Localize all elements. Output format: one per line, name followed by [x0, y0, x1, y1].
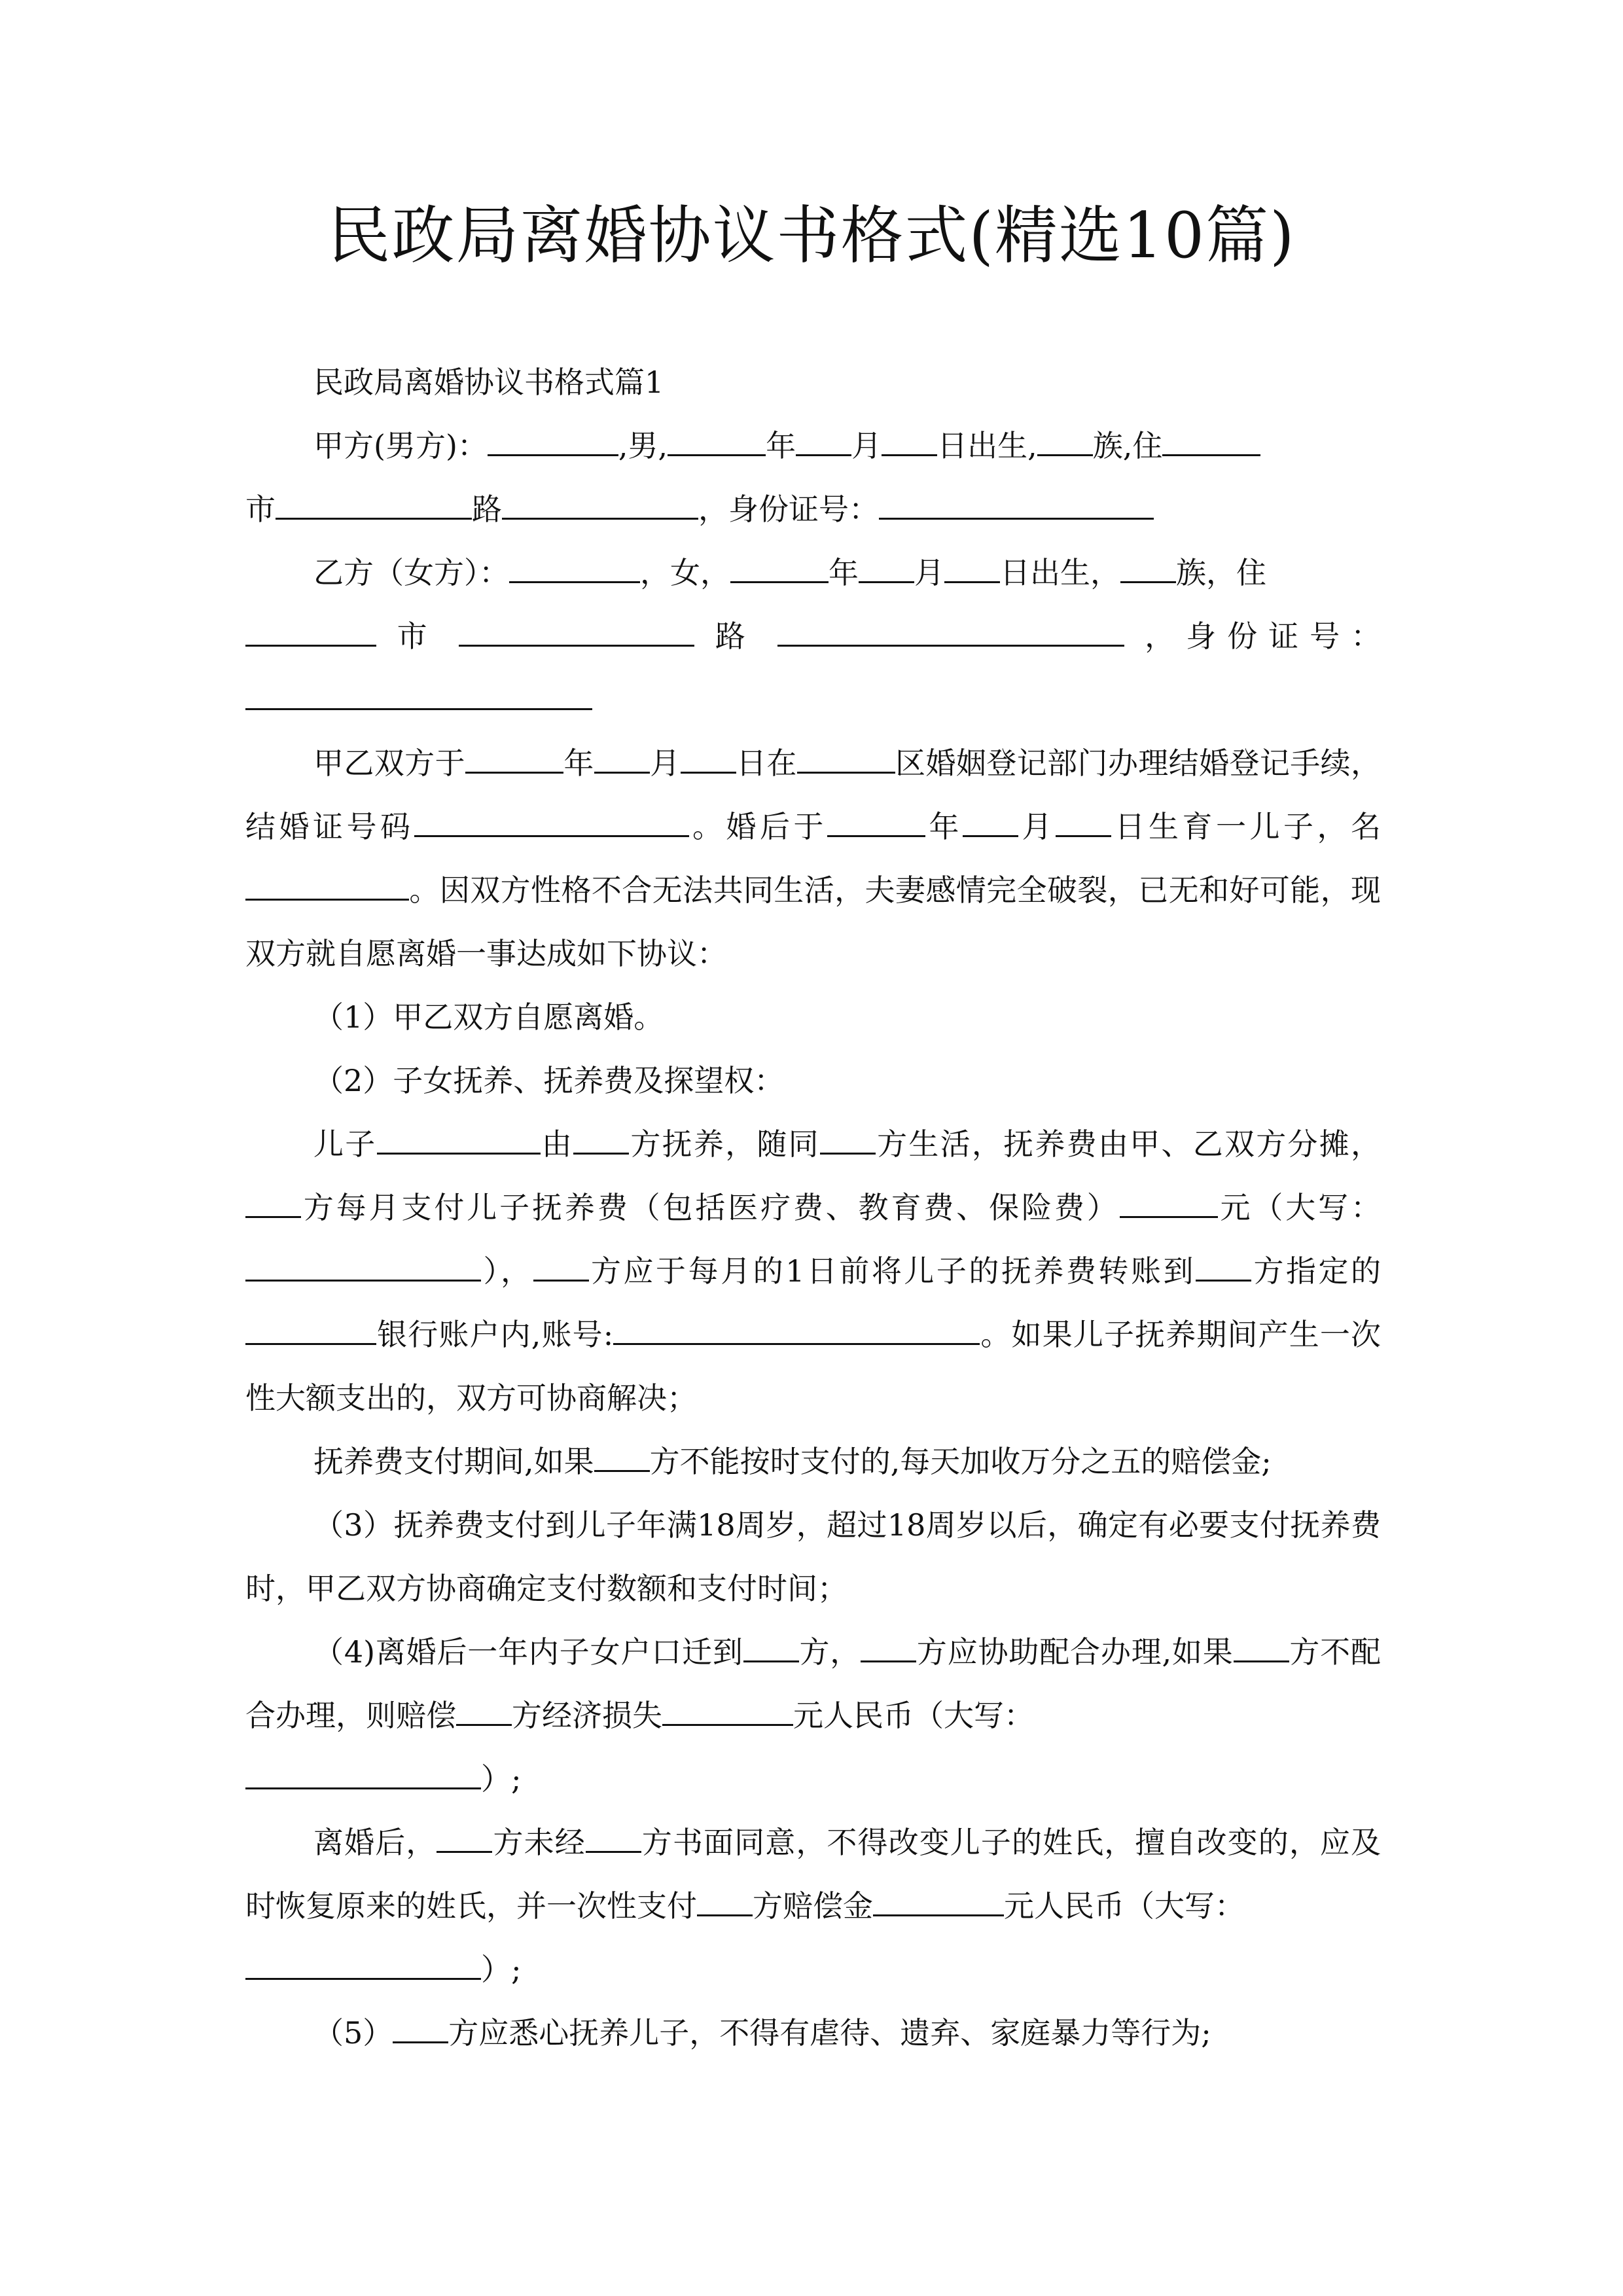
section-heading: 民政局离婚协议书格式篇1 [313, 365, 664, 400]
late-payment-paragraph [245, 1430, 1381, 1494]
party-b-road-blank[interactable] [777, 615, 1124, 647]
party-a-city-blank[interactable] [276, 488, 472, 520]
clause-4-text: 方不配合办理，则赔偿 [245, 1634, 1381, 1733]
clause-2: （2）子女抚养、抚养费及探望权： [313, 1063, 785, 1098]
late-payment-text: 抚养费支付期间,如果 [313, 1444, 594, 1479]
surname-text: 方未经 [492, 1825, 586, 1860]
party-b-month-blank[interactable] [859, 551, 914, 583]
custody-text: 方指定的 [1251, 1253, 1382, 1289]
clause-4-text: 方应协助配合办理,如果 [916, 1634, 1234, 1670]
party-a-id-label: ，身份证号： [698, 492, 879, 527]
noncoop-party-blank[interactable] [1234, 1630, 1289, 1662]
party-a-address-blank[interactable] [1162, 424, 1260, 456]
receiver-blank[interactable] [1196, 1249, 1251, 1282]
party-b-gender: ，女， [640, 555, 730, 590]
party-a-year-label: 年 [766, 428, 796, 463]
document-title: 民政局离婚协议书格式(精选10篇) [327, 199, 1296, 272]
marriage-text: 月 [649, 745, 681, 781]
party-b-city-label: 市 [397, 619, 438, 654]
late-party-blank[interactable] [594, 1440, 650, 1472]
late-payment-text: 方不能按时支付的,每天加收万分之五的赔偿金; [649, 1444, 1272, 1479]
party-a-road-label: 路 [472, 492, 502, 527]
party-a-name-blank[interactable] [488, 424, 618, 456]
custody-text: ）， [481, 1253, 533, 1289]
custody-text: 元（大写： [1217, 1190, 1382, 1225]
party-b-id-blank[interactable] [245, 678, 592, 710]
clause-4-text: ）; [481, 1761, 522, 1797]
compensation-amount-blank[interactable] [873, 1884, 1004, 1916]
consent-party-blank[interactable] [586, 1821, 641, 1853]
transfer-party-blank[interactable] [533, 1249, 589, 1282]
marriage-text: 。因双方性格不合无法共同生活，夫妻感情完全破裂，已无和好可能，现双方就自愿离婚一事达成如下协议： [245, 872, 1381, 971]
compensated-party-blank[interactable] [456, 1694, 512, 1726]
surname-paragraph [245, 1811, 1381, 2001]
marriage-paragraph [245, 732, 1381, 986]
clause-4-text: 元人民币（大写： [793, 1698, 1034, 1733]
party-a-day-blank[interactable] [882, 424, 937, 456]
party-b-year-label: 年 [829, 555, 859, 590]
clause-3: （3）抚养费支付到儿子年满18周岁，超过18周岁以后，确定有必要支付抚养费时，甲乙双方协商确定支付数额和支付时间； [245, 1507, 1381, 1606]
hukou-party-blank[interactable] [743, 1630, 799, 1662]
party-b-city-blank[interactable] [459, 615, 694, 647]
loss-words-blank[interactable] [245, 1757, 481, 1789]
custody-paragraph [245, 1113, 1381, 1430]
bank-blank[interactable] [245, 1313, 376, 1345]
marriage-text: 日在 [736, 745, 797, 781]
clause-4-text: 方， [798, 1634, 861, 1670]
living-with-blank[interactable] [820, 1122, 876, 1155]
party-a-label: 甲方(男方)： [313, 428, 488, 463]
party-a-ethnic-label: 族,住 [1092, 428, 1163, 463]
birth-day-blank[interactable] [1056, 805, 1111, 837]
clause-4 [245, 1621, 1381, 1811]
custody-text: 由 [540, 1126, 574, 1162]
birth-month-blank[interactable] [963, 805, 1018, 837]
party-b-address-blank[interactable] [245, 615, 376, 647]
amount-blank[interactable] [1120, 1186, 1218, 1218]
surname-text: ）; [481, 1952, 522, 1987]
party-a-month-label: 月 [851, 428, 882, 463]
custodian-blank[interactable] [573, 1122, 629, 1155]
marriage-text: 。婚后于 [688, 809, 827, 844]
party-b-ethnic-blank[interactable] [1120, 551, 1176, 583]
party-b-month-label: 月 [914, 555, 944, 590]
payer-blank[interactable] [245, 1186, 301, 1218]
compensation-words-blank[interactable] [245, 1948, 481, 1980]
party-b-name-blank[interactable] [509, 551, 640, 583]
document-body [245, 351, 1381, 2065]
party-a-road-blank[interactable] [502, 488, 698, 520]
party-a-month-blank[interactable] [796, 424, 851, 456]
marriage-text: 日生育一儿子，名 [1111, 809, 1381, 844]
custody-text: 方应于每月的1日前将儿子的抚养费转账到 [588, 1253, 1196, 1289]
compensation-party-blank[interactable] [697, 1884, 753, 1916]
party-b-address-line [245, 605, 1381, 668]
custody-text: 方生活，抚养费由甲、乙双方分摊， [875, 1126, 1382, 1162]
custody-text: 方抚养，随同 [629, 1126, 820, 1162]
party-b-id-label: ，身份证号： [1145, 619, 1382, 654]
son-name-blank[interactable] [245, 869, 409, 901]
party-a-born-label: 日出生, [937, 428, 1037, 463]
custody-text: 儿子 [313, 1126, 377, 1162]
party-b-ethnic-label: 族，住 [1176, 555, 1266, 590]
surname-party-blank[interactable] [437, 1821, 492, 1853]
custody-text: 方每月支付儿子抚养费（包括医疗费、教育费、保险费） [301, 1190, 1120, 1225]
party-b-paragraph [245, 541, 1381, 605]
clause-5 [245, 2001, 1381, 2065]
clause-4-text: 方经济损失 [512, 1698, 662, 1733]
party-b-label: 乙方（女方）： [313, 555, 509, 590]
party-a-gender: ,男, [618, 428, 668, 463]
party-b-year-blank[interactable] [730, 551, 829, 583]
amount-words-blank[interactable] [245, 1249, 481, 1282]
marriage-text: 年 [563, 745, 594, 781]
marriage-text: 甲乙双方于 [313, 745, 465, 781]
loss-amount-blank[interactable] [662, 1694, 793, 1726]
marriage-text: 区婚姻登记部门办理结婚登记手续，结婚证号码 [245, 745, 1382, 844]
account-blank[interactable] [613, 1313, 980, 1345]
party-a-id-blank[interactable] [879, 488, 1154, 520]
marriage-month-blank[interactable] [594, 742, 650, 774]
assist-party-blank[interactable] [861, 1630, 916, 1662]
marriage-text: 月 [1018, 809, 1056, 844]
party-a-city-label: 市 [245, 492, 276, 527]
surname-text: 元人民币（大写： [1004, 1888, 1245, 1924]
marriage-day-blank[interactable] [681, 742, 736, 774]
marriage-district-blank[interactable] [797, 742, 895, 774]
party-a-year-blank[interactable] [668, 424, 766, 456]
marriage-cert-blank[interactable] [414, 805, 689, 837]
party-b-id-line [245, 668, 1381, 732]
clause-4-text: （4)离婚后一年内子女户口迁到 [313, 1634, 743, 1670]
clause-1: （1）甲乙双方自愿离婚。 [313, 999, 664, 1035]
birth-year-blank[interactable] [827, 805, 925, 837]
party-b-born-label: 日出生， [1000, 555, 1120, 590]
surname-text: 方赔偿金 [753, 1888, 873, 1924]
son-blank[interactable] [377, 1122, 541, 1155]
party-b-day-blank[interactable] [944, 551, 1000, 583]
party-a-paragraph [245, 414, 1381, 541]
custody-text: 银行账户内,账号: [376, 1317, 614, 1352]
party-a-ethnic-blank[interactable] [1037, 424, 1093, 456]
surname-text: 离婚后， [313, 1825, 437, 1860]
clause-5-text: （5） [313, 2015, 393, 2051]
caretaker-party-blank[interactable] [393, 2011, 448, 2043]
marriage-year-blank[interactable] [465, 742, 563, 774]
clause-5-text: 方应悉心抚养儿子，不得有虐待、遗弃、家庭暴力等行为; [448, 2015, 1211, 2051]
party-b-road-label: 路 [715, 619, 757, 654]
surname-text: 方书面同意，不得改变儿子的姓氏，擅自改变的，应及时恢复原来的姓氏，并一次性支付 [245, 1825, 1381, 1924]
marriage-text: 年 [925, 809, 963, 844]
custody-text: 。如果儿子抚养期间产生一次性大额支出的，双方可协商解决； [245, 1317, 1381, 1416]
